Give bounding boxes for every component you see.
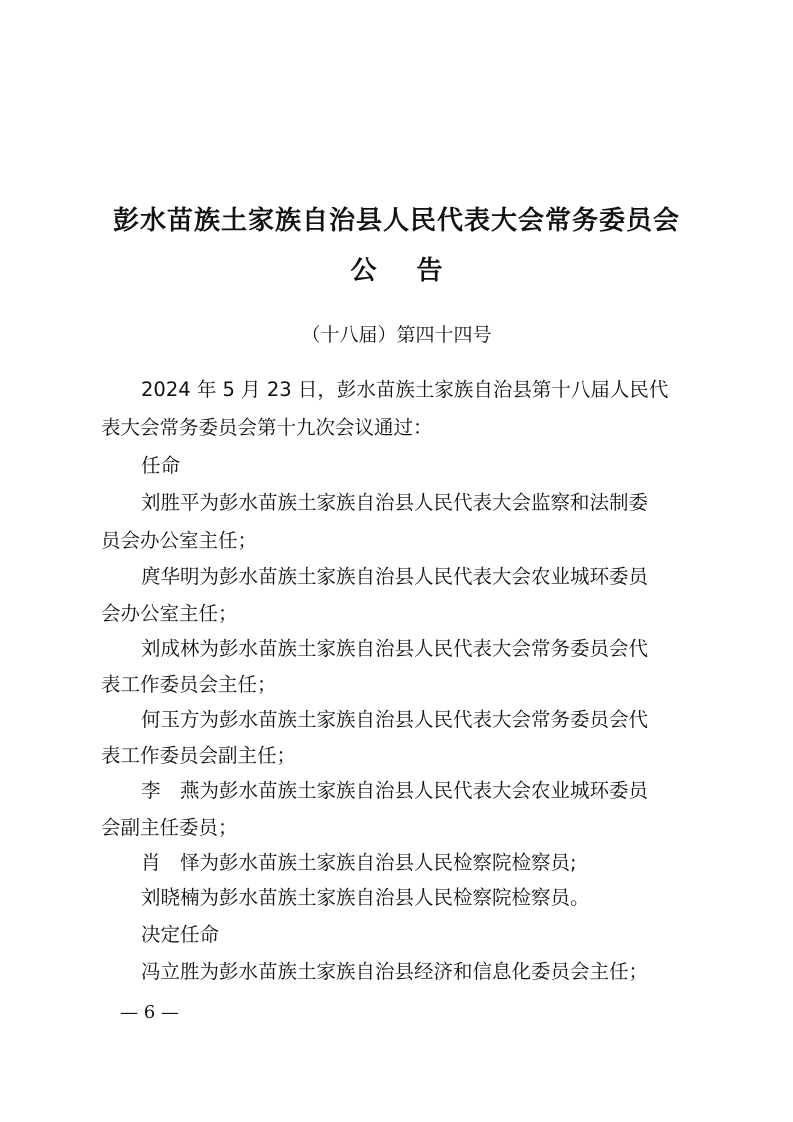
body-line: 会副主任委员； — [101, 816, 238, 839]
body-line: 员会办公室主任； — [101, 529, 258, 552]
document-title: 彭水苗族土家族自治县人民代表大会常务委员会 — [112, 206, 680, 236]
body-line: 会办公室主任； — [101, 602, 238, 625]
body-line: 表工作委员会主任； — [101, 673, 277, 696]
body-line: 表大会常务委员会第十九次会议通过： — [101, 416, 433, 439]
document-number: （十八届）第四十四号 — [301, 324, 492, 346]
section-heading: 任命 — [141, 454, 181, 477]
body-line: 2024 年 5 月 23 日，彭水苗族土家族自治县第十八届人民代 — [141, 378, 669, 401]
body-line: 刘成林为彭水苗族土家族自治县人民代表大会常务委员会代 — [141, 637, 649, 660]
body-line: 表工作委员会副主任； — [101, 744, 297, 767]
body-line: 庹华明为彭水苗族土家族自治县人民代表大会农业城环委员 — [141, 565, 649, 588]
document-subtitle: 公告 — [350, 256, 483, 286]
body-line: 刘胜平为彭水苗族土家族自治县人民代表大会监察和法制委 — [141, 491, 649, 514]
section-heading: 决定任命 — [141, 923, 220, 946]
body-line: 肖 怿为彭水苗族土家族自治县人民检察院检察员; — [141, 851, 577, 874]
body-line: 冯立胜为彭水苗族土家族自治县经济和信息化委员会主任； — [141, 960, 649, 983]
body-line: 何玉方为彭水苗族土家族自治县人民代表大会常务委员会代 — [141, 708, 649, 731]
page-number: — 6 — — [120, 1002, 179, 1023]
body-line: 李 燕为彭水苗族土家族自治县人民代表大会农业城环委员 — [141, 779, 649, 802]
body-line: 刘晓楠为彭水苗族土家族自治县人民检察院检察员。 — [141, 886, 590, 909]
